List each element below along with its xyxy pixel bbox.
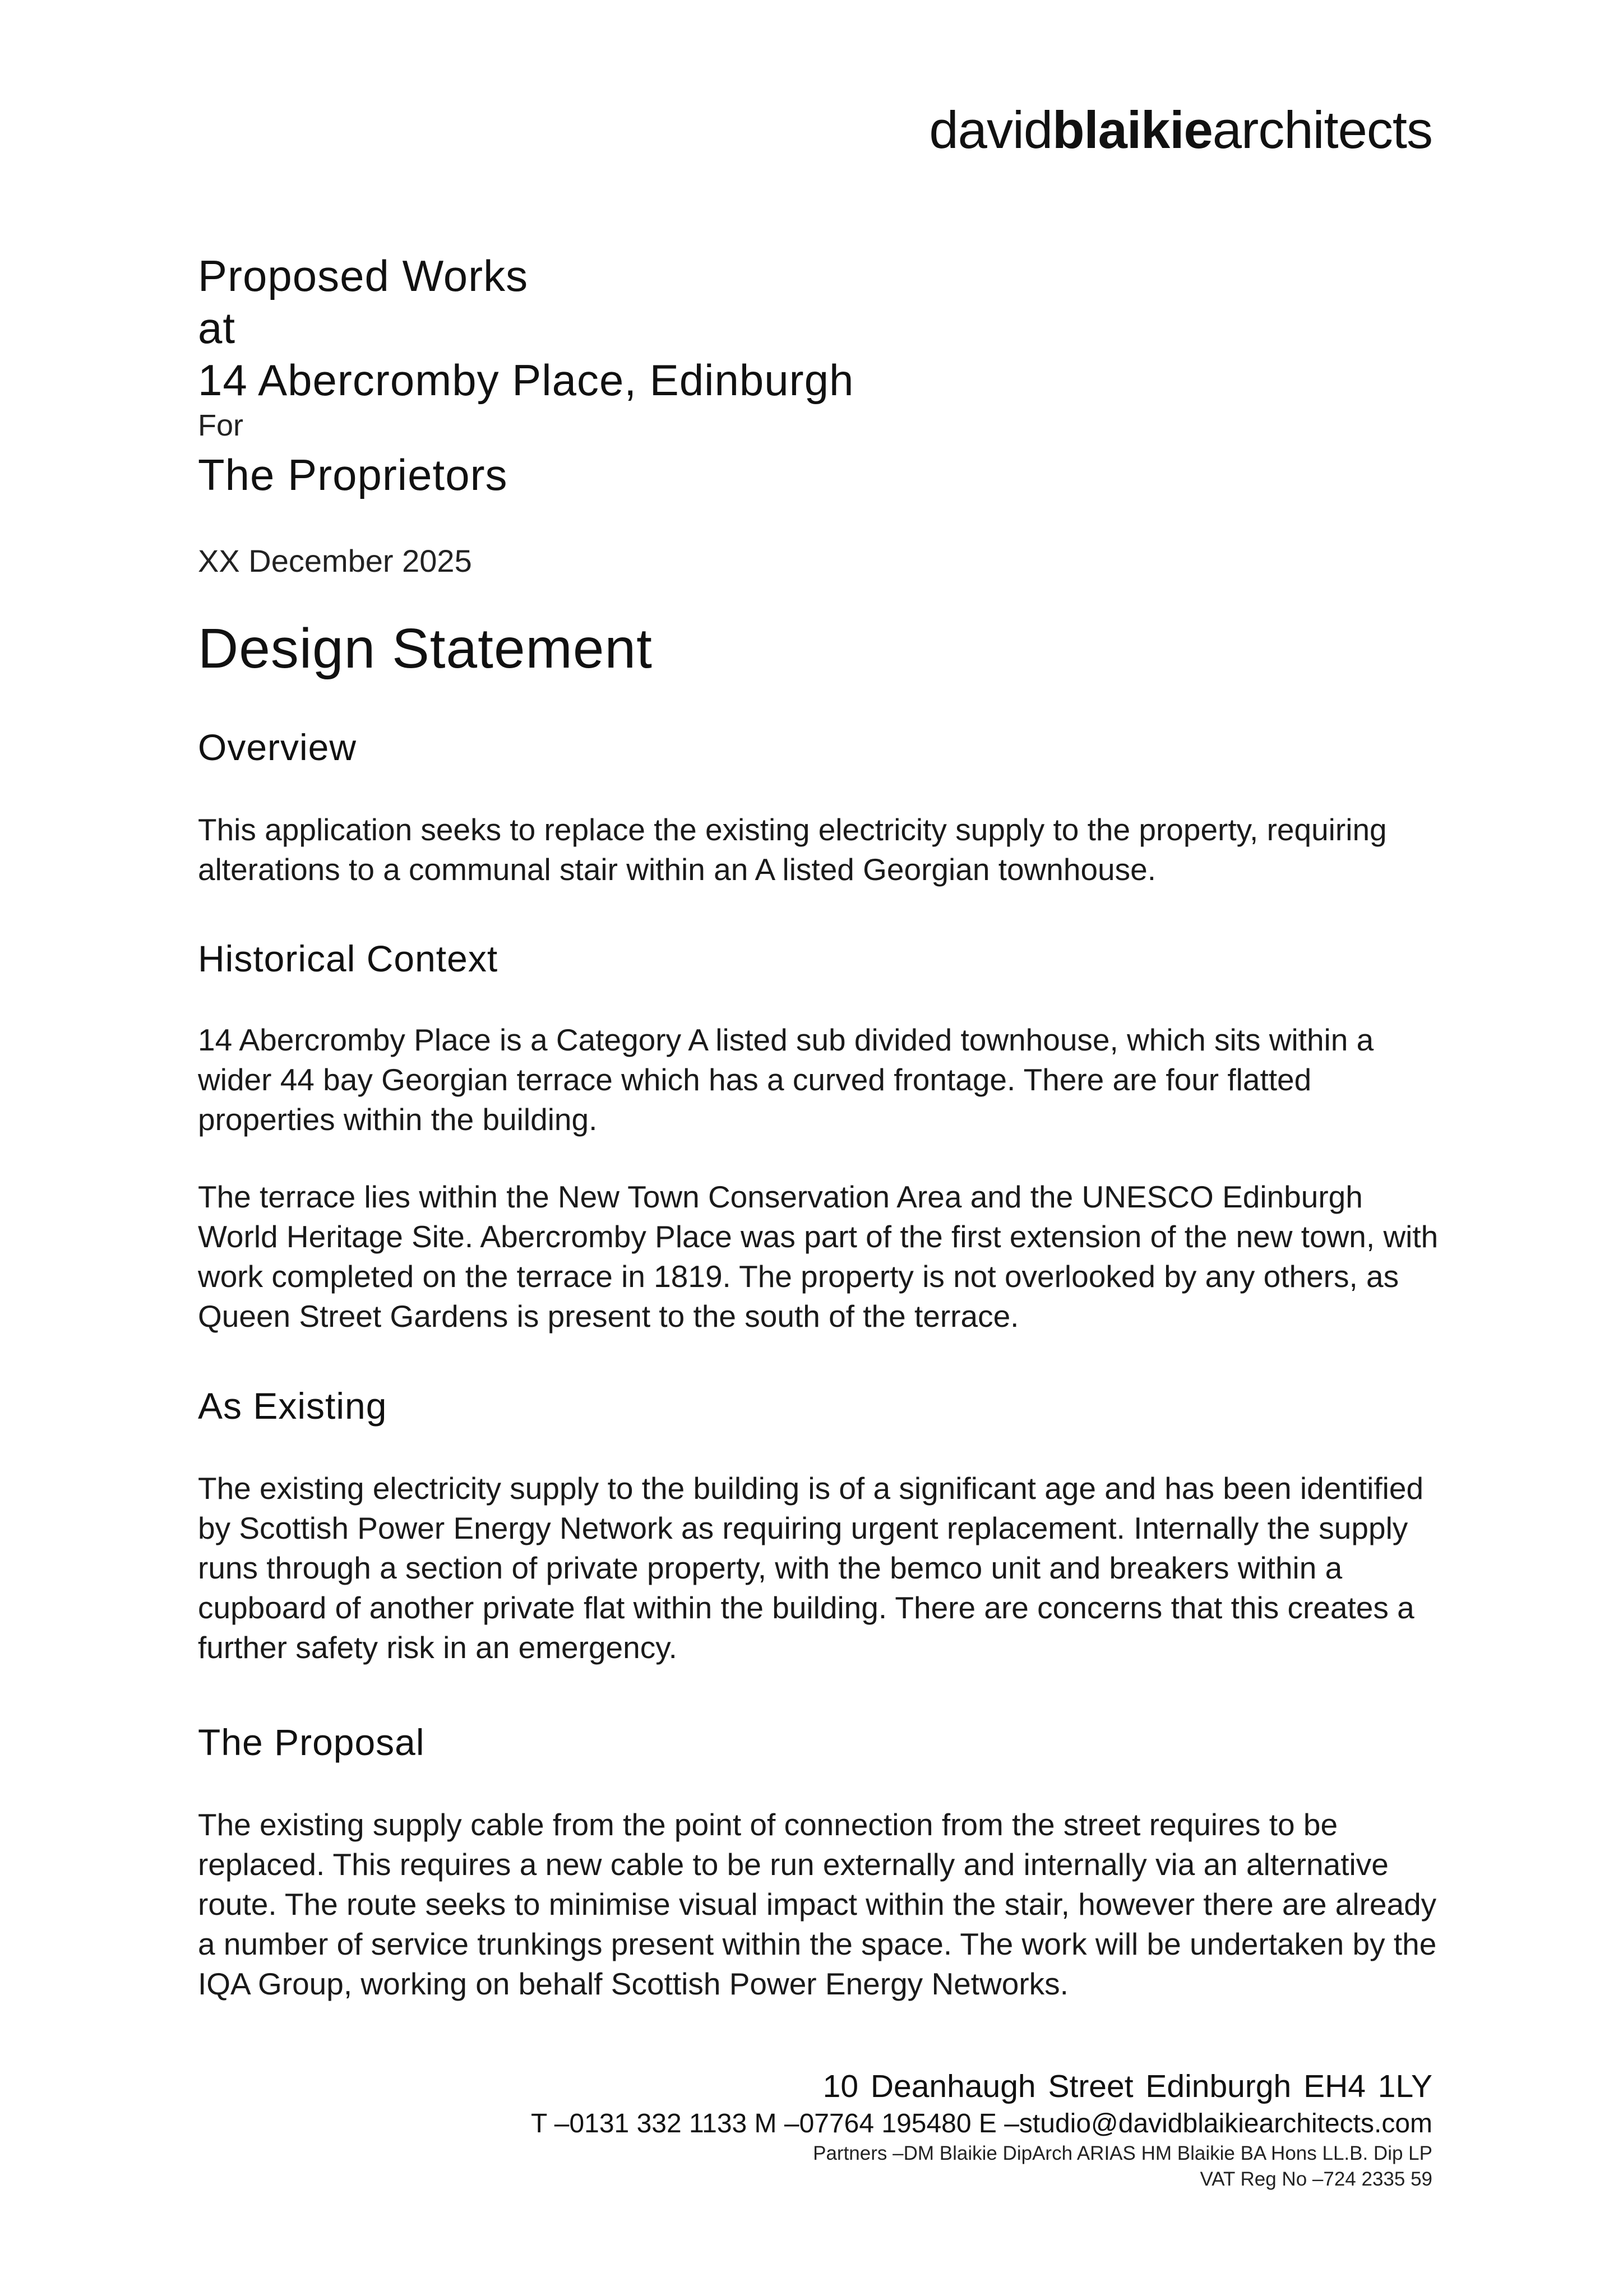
- title-block: [198, 250, 1431, 501]
- logo-part-blaikie: blaikie: [1052, 100, 1213, 159]
- title-line-client: The Proprietors: [198, 450, 508, 499]
- title-line-at: at: [198, 303, 236, 353]
- logo-part-architects: architects: [1212, 100, 1432, 159]
- footer-address: 10 Deanhaugh Street Edinburgh EH4 1LY: [822, 2068, 1432, 2104]
- title-line-address: 14 Abercromby Place, Edinburgh: [198, 355, 854, 405]
- heading-historical-context: Historical Context: [198, 938, 498, 979]
- footer: [531, 2066, 1432, 2192]
- paragraph-historical-1: 14 Abercromby Place is a Category A listed sub divided townhouse, which sits within a wider 44 bay Georgian terrace which has a curved frontage. There are four flatted properties within the building.: [198, 1022, 1374, 1137]
- footer-vat: VAT Reg No –724 2335 59: [1200, 2168, 1432, 2190]
- footer-contact: T –0131 332 1133 M –07764 195480 E –studio@davidblaikiearchitects.com: [530, 2109, 1432, 2138]
- paragraph-overview: This application seeks to replace the existing electricity supply to the property, requiring alterations to a communal stair within an A listed Georgian townhouse.: [198, 812, 1387, 887]
- title-line-for: For: [198, 409, 243, 442]
- footer-partners: Partners –DM Blaikie DipArch ARIAS HM Blaikie BA Hons LL.B. Dip LP: [813, 2142, 1432, 2164]
- heading-overview: Overview: [198, 726, 357, 768]
- heading-as-existing: As Existing: [198, 1385, 387, 1427]
- paragraph-as-existing: The existing electricity supply to the building is of a significant age and has been identified by Scottish Power Energy Network as requiring urgent replacement. Internally the supply runs through a section of private property, with the bemco unit and breakers within a cupboard of another private flat within the building. There are concerns that this creates a further safety risk in an emergency.: [198, 1471, 1424, 1665]
- company-logo: [929, 100, 1432, 160]
- paragraph-historical-2: The terrace lies within the New Town Conservation Area and the UNESCO Edinburgh World Heritage Site. Abercromby Place was part of the first extension of the new town, with work completed on the terrace in 1819. The property is not overlooked by any others, as Queen Street Gardens is present to the south of the terrace.: [198, 1179, 1439, 1334]
- heading-the-proposal: The Proposal: [198, 1721, 425, 1763]
- document-date: XX December 2025: [198, 543, 472, 578]
- document-title: Design Statement: [198, 617, 653, 680]
- logo-part-david: david: [929, 100, 1053, 159]
- paragraph-the-proposal: The existing supply cable from the point of connection from the street requires to be replaced. This requires a new cable to be run externally and internally via an alternative route. The route seeks to minimise visual impact within the stair, however there are already a number of service trunkings present within the space. The work will be undertaken by the IQA Group, working on behalf Scottish Power Energy Networks.: [198, 1807, 1437, 2001]
- title-line-proposed-works: Proposed Works: [198, 251, 529, 300]
